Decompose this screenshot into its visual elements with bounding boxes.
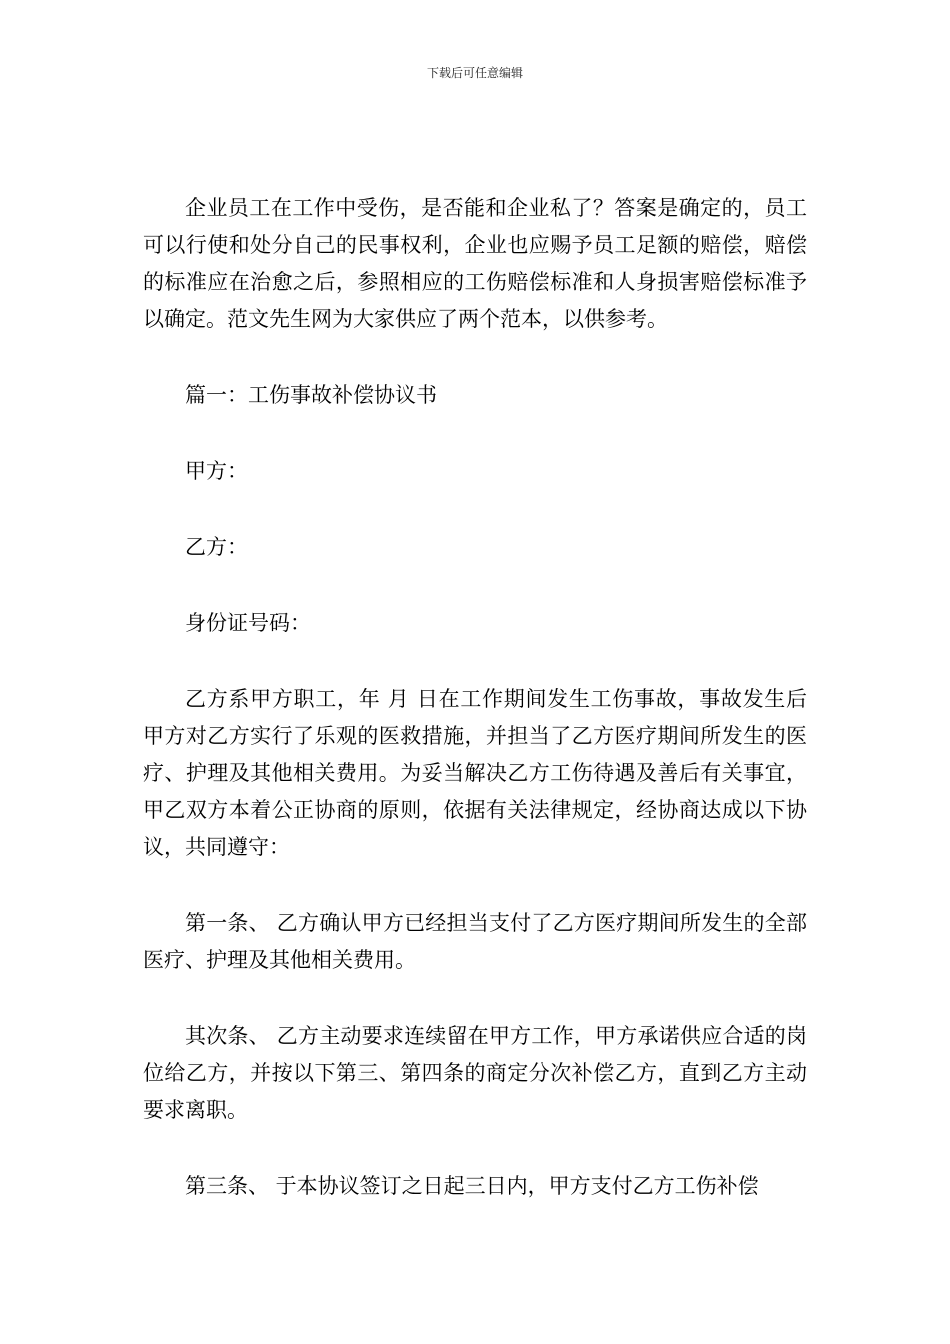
article-1-paragraph: 第一条、 乙方确认甲方已经担当支付了乙方医疗期间所发生的全部医疗、护理及其他相关费用。 [143, 911, 807, 972]
document-body [143, 190, 807, 1244]
background-paragraph: 乙方系甲方职工，年 月 日在工作期间发生工伤事故，事故发生后甲方对乙方实行了乐观的医救措施，并担当了乙方医疗期间所发生的医疗、护理及其他相关费用。为妥当解决乙方工伤待遇及善后有关事宜，甲乙双方本着公正协商的原则，依据有关法律规定，经协商达成以下协议，共同遵守： [143, 687, 807, 859]
article-3-paragraph: 第三条、 于本协议签订之日起三日内，甲方支付乙方工伤补偿 [185, 1174, 759, 1198]
page-header-note: 下载后可任意编辑 [426, 66, 523, 80]
party-a-label: 甲方： [185, 459, 248, 483]
article-2-paragraph: 其次条、 乙方主动要求连续留在甲方工作，甲方承诺供应合适的岗位给乙方，并按以下第三、第四条的商定分次补偿乙方，直到乙方主动要求离职。 [143, 1024, 807, 1122]
intro-paragraph: 企业员工在工作中受伤，是否能和企业私了？答案是确定的，员工可以行使和处分自己的民事权利，企业也应赐予员工足额的赔偿，赔偿的标准应在治愈之后，参照相应的工伤赔偿标准和人身损害赔偿标准予以确定。范文先生网为大家供应了两个范本，以供参考。 [143, 196, 807, 331]
party-b-label: 乙方： [185, 535, 248, 559]
id-number-label: 身份证号码： [185, 611, 311, 635]
section-title: 篇一：工伤事故补偿协议书 [185, 383, 437, 407]
